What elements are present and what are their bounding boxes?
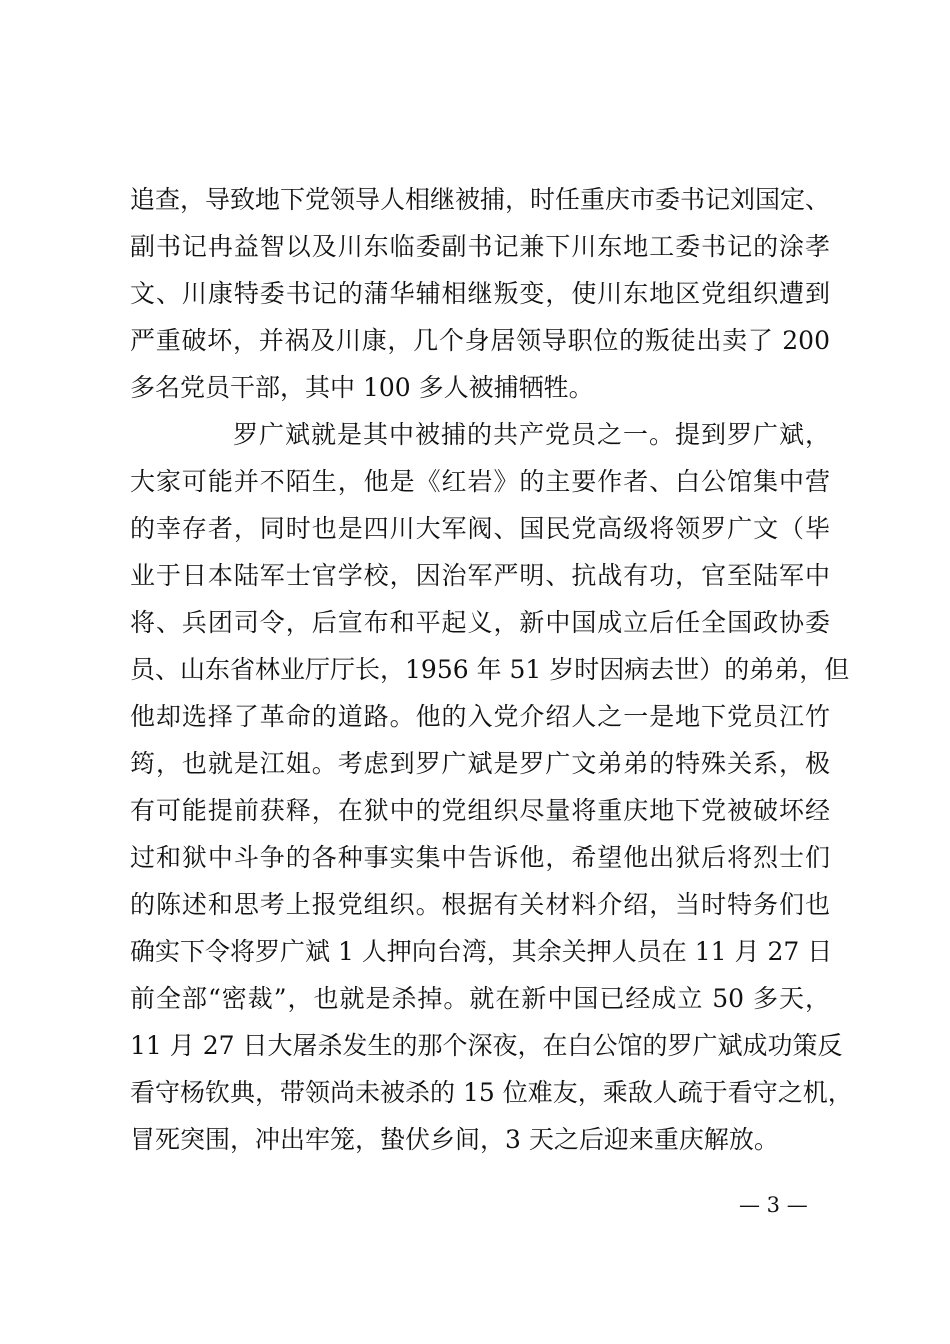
text-line: 过和狱中斗争的各种事实集中告诉他，希望他出狱后将烈士们 bbox=[130, 843, 830, 872]
text-line: 有可能提前获释，在狱中的党组织尽量将重庆地下党被破坏经 bbox=[130, 796, 830, 825]
text-line: 将、兵团司令，后宣布和平起义，新中国成立后任全国政协委 bbox=[130, 608, 830, 637]
page-number: — 3 — bbox=[739, 1193, 808, 1217]
text-line: 前全部“密裁”，也就是杀掉。就在新中国已经成立 50 多天， bbox=[130, 984, 830, 1013]
text-line: 文、川康特委书记的蒲华辅相继叛变，使川东地区党组织遭到 bbox=[130, 279, 830, 308]
text-line: 员、山东省林业厅厅长，1956 年 51 岁时因病去世）的弟弟，但 bbox=[130, 655, 850, 684]
text-line: 看守杨钦典，带领尚未被杀的 15 位难友，乘敌人疏于看守之机， bbox=[130, 1078, 853, 1107]
text-line: 严重破坏，并祸及川康，几个身居领导职位的叛徒出卖了 200 bbox=[130, 326, 830, 355]
text-line: 筠，也就是江姐。考虑到罗广斌是罗广文弟弟的特殊关系，极 bbox=[130, 749, 830, 778]
text-line: 追查，导致地下党领导人相继被捕，时任重庆市委书记刘国定、 bbox=[130, 185, 831, 214]
text-line: 11 月 27 日大屠杀发生的那个深夜，在白公馆的罗广斌成功策反 bbox=[130, 1031, 843, 1060]
text-line: 业于日本陆军士官学校，因治军严明、抗战有功，官至陆军中 bbox=[130, 561, 830, 590]
text-line: 大家可能并不陌生，他是《红岩》的主要作者、白公馆集中营 bbox=[130, 467, 830, 496]
text-line: 罗广斌就是其中被捕的共产党员之一。提到罗广斌， bbox=[233, 420, 830, 449]
text-line: 的幸存者，同时也是四川大军阀、国民党高级将领罗广文（毕 bbox=[130, 514, 830, 543]
text-line: 副书记冉益智以及川东临委副书记兼下川东地工委书记的涂孝 bbox=[130, 232, 830, 261]
text-line: 他却选择了革命的道路。他的入党介绍人之一是地下党员江竹 bbox=[130, 702, 830, 731]
text-line: 确实下令将罗广斌 1 人押向台湾，其余关押人员在 11 月 27 日 bbox=[130, 937, 833, 966]
text-line: 的陈述和思考上报党组织。根据有关材料介绍，当时特务们也 bbox=[130, 890, 830, 919]
text-line: 冒死突围，冲出牢笼，蛰伏乡间，3 天之后迎来重庆解放。 bbox=[130, 1125, 779, 1154]
text-line: 多名党员干部，其中 100 多人被捕牺牲。 bbox=[130, 373, 594, 402]
